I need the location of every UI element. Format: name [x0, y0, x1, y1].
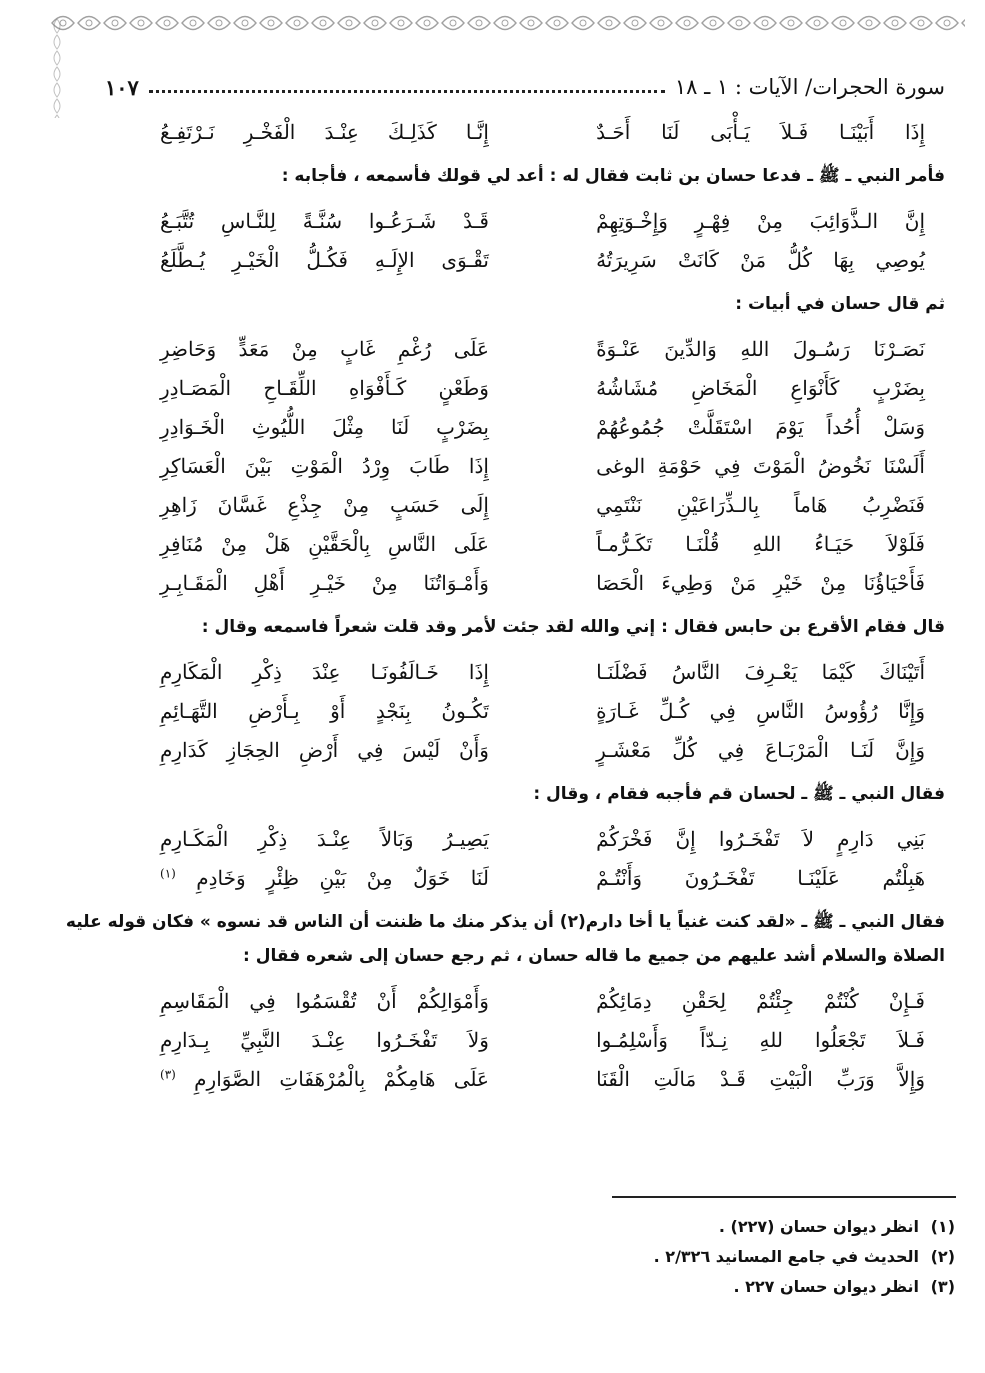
- verse-first-hemistich: بِضَرْبٍ كَأَنْوَاعِ الْمَخَاضِ مُشَاشُهُ: [596, 375, 925, 400]
- verse-second-hemistich: إِذَا طَابَ وِرْدُ الْمَوْتِ بَيْنَ الْعَسَاكِرِ: [160, 453, 489, 478]
- verse-second-hemistich: [160, 1067, 489, 1091]
- footnote-number: (٣): [930, 1277, 955, 1296]
- verse-second-hemistich: [160, 866, 489, 890]
- verse-first-hemistich: وَإِلاَّ وَرَبِّ الْبَيْتِ قَـدْ مَالَتِ الْقَنَا: [596, 1066, 925, 1091]
- verse: [105, 730, 945, 769]
- verse-first-hemistich: بَنِي دَارِمٍ لاَ تَفْخَـرُوا إِنَّ فَخْرَكُمْ: [596, 826, 925, 851]
- footnote-item: [500, 1242, 955, 1272]
- verse-first-hemistich: فَنَضْرِبُ هَاماً بِالـذِّرَاعَيْنِ نَنْتَمِي: [596, 492, 925, 517]
- verse-second-hemistich: تَقْـوَى الإِلَـهِ فَكُـلُّ الْخَيْـرِ يُـطَّلَعُ: [160, 247, 489, 272]
- verse: [105, 1020, 945, 1059]
- verse-first-hemistich: أَلَسْنَا نَخُوضُ الْمَوْتَ فِي حَوْمَةِ الوغى: [596, 453, 925, 478]
- verse-first-hemistich: فَأَحْيَاؤُنَا مِنْ خَيْرِ مَنْ وَطِيءَ الْحَصَا: [596, 570, 925, 595]
- top-ornament-border: [50, 8, 965, 38]
- running-header: [105, 70, 945, 104]
- paragraph-1: فأمر النبي ـ ﷺ ـ فدعا حسان بن ثابت فقال له : أعد لي قولك فأسمعه ، فأجابه :: [281, 166, 945, 186]
- poem-1: [105, 112, 945, 151]
- verse-second-hemistich: وَأَنْ لَيْسَ فِي أَرْضِ الحِجَازِ كَدَارِمِ: [160, 737, 489, 762]
- verse: [105, 446, 945, 485]
- footnote-number: (١): [930, 1217, 955, 1236]
- side-ornament-border: [50, 18, 64, 118]
- verse-second-hemistich: وَلاَ تَفْخَـرُوا عِنْـدَ النَّبِيِّ بِـدَارِمِ: [160, 1027, 489, 1052]
- verse-second-hemistich: تَكُـونُ بِنَجْدٍ أَوْ بِـأَرْضِ التَّهَـائِمِ: [160, 698, 489, 723]
- verse-first-hemistich: يُوصِي بِهَا كُلُّ مَنْ كَانَتْ سَرِيرَتُهُ: [596, 247, 925, 272]
- verse-second-hemistich: وَطَعْنٍ كَـأَفْوَاهِ اللِّقَـاحِ الْمَصَـادِرِ: [160, 375, 489, 400]
- verse-second-hemistich: بِضَرْبٍ لَنَا مِثْلَ اللُّيُوثِ الْخَـوَادِرِ: [160, 414, 489, 439]
- page-number: ١٠٧: [105, 74, 139, 100]
- footnote-text: انظر ديوان حسان ٢٢٧ .: [733, 1277, 920, 1296]
- verse-text: لَنَا خَوَلٌ مِنْ بَيْنِ ظِئْرٍ وَخَادِمِ: [196, 865, 489, 890]
- verse: [105, 112, 945, 151]
- footnote-separator: [612, 1196, 956, 1198]
- paragraph-4: فقال النبي ـ ﷺ ـ لحسان قم فأجبه فقام ، وقال :: [533, 784, 945, 804]
- verse: [105, 524, 945, 563]
- poem-6: [105, 981, 945, 1098]
- footnote-text: الحديث في جامع المسانيد ٢/٣٢٦ .: [653, 1247, 920, 1266]
- verse-second-hemistich: عَلَى رُغْمِ غَابٍ مِنْ مَعَدٍّ وَحَاضِرِ: [160, 336, 489, 361]
- verse-second-hemistich: عَلَى النَّاسِ بِالْحَقَّيْنِ هَلْ مِنْ مُنَافِرِ: [160, 531, 489, 556]
- footnote-item: [500, 1272, 955, 1302]
- page-content: [65, 70, 945, 1106]
- paragraph-3: قال فقام الأقرع بن حابس فقال : إني والله لقد جئت لأمر وقد قلت شعراً فاسمعه وقال :: [201, 617, 945, 637]
- verse-second-hemistich: وَأَمْـوَاتُنَا مِنْ خَيْـرِ أَهْلِ الْمَقَـابِـرِ: [160, 570, 489, 595]
- verse-second-hemistich: يَصِيـرُ وَبَالاً عِنْـدَ ذِكْرِ الْمَكَـارِمِ: [160, 826, 489, 851]
- verse: [105, 485, 945, 524]
- verse: [105, 691, 945, 730]
- verse-second-hemistich: إِلَى حَسَبٍ مِنْ جِذْعِ غَسَّانَ زَاهِرِ: [160, 492, 489, 517]
- footnotes: [500, 1212, 955, 1302]
- verse: [105, 563, 945, 602]
- verse-first-hemistich: فَلَوْلاَ حَيَـاءُ اللهِ قُلْنَـا تَكَـرُّمـاً: [596, 531, 925, 556]
- paragraph-5: فقال النبي ـ ﷺ ـ «لقد كنت غنياً يا أخا دارم(٢) أن يذكر منك ما ظننت أن الناس قد نسوه » فكان قوله عليه الصلاة والسلام أشد عليهم من جميع ما قاله حسان ، ثم رجع حسان إلى شعره فقال :: [65, 912, 945, 966]
- verse-first-hemistich: فَـلاَ تَجْعَلُوا للهِ نِـدّاً وَأَسْلِمُـوا: [596, 1027, 925, 1052]
- poem-5: [105, 819, 945, 897]
- paragraph-2: ثم قال حسان في أبيات :: [735, 294, 945, 314]
- verse: [105, 858, 945, 897]
- verse-first-hemistich: وَسَلْ أُحُداً يَوْمَ اسْتَقَلَّتْ جُمُوعُهُمْ: [596, 414, 925, 439]
- verse-second-hemistich: إِنَّـا كَذَلِـكَ عِنْـدَ الْفَخْـرِ نَـرْتَفِـعُ: [160, 119, 489, 144]
- verse: [105, 819, 945, 858]
- verse-first-hemistich: هَبِلْتُم عَلَيْنَـا تَفْخَـرُونَ وَأَنْتُـمْ: [596, 865, 925, 890]
- verse: [105, 201, 945, 240]
- verse-second-hemistich: قَـدْ شَـرَعُـوا سُنَّـةً لِلنَّـاسِ تُتَّبَـعُ: [160, 208, 489, 233]
- verse-first-hemistich: نَصَـرْنَا رَسُـولَ اللهِ وَالدِّينَ عَنْـوَةً: [596, 336, 925, 361]
- verse-first-hemistich: وَإِنَّ لَنَـا الْمَرْبَـاعَ فِي كُلِّ مَعْشَـرٍ: [596, 737, 925, 762]
- verse-first-hemistich: إِذَا أَبَيْنَـا فَـلاَ يَـأْبَى لَنَا أَحَـدٌ: [596, 119, 925, 144]
- footnote-number: (٢): [930, 1247, 955, 1266]
- verse-first-hemistich: إِنَّ الـذَّوَائِبَ مِنْ فِهْـرٍ وَإِخْـوَتِهِمْ: [596, 208, 925, 233]
- surah-title: سورة الحجرات/ الآيات : ١ ـ ١٨: [674, 75, 945, 99]
- poem-3: [105, 329, 945, 602]
- footnote-item: [500, 1212, 955, 1242]
- verse-first-hemistich: وَإِنَّا رُؤُوسُ النَّاسِ فِي كُـلِّ غَـارَةٍ: [596, 698, 925, 723]
- verse-text: عَلَى هَامِكُمْ بِالْمُرْهَفَاتِ الصَّوَارِمِ: [194, 1066, 489, 1091]
- verse: [105, 652, 945, 691]
- verse-first-hemistich: فَـإِنْ كُنْتُمْ جِئْتُمْ لِحَقْنِ دِمَائِكُمْ: [596, 988, 925, 1013]
- verse: [105, 329, 945, 368]
- verse-second-hemistich: وَأَمْوَالِكُمْ أَنْ تُقْسَمُوا فِي الْمَقَاسِمِ: [160, 988, 489, 1013]
- leader-dots: [149, 78, 665, 93]
- verse-second-hemistich: إِذَا خَـالَفُونَـا عِنْدَ ذِكْرِ الْمَكَارِمِ: [160, 659, 489, 684]
- verse: [105, 407, 945, 446]
- verse: [105, 368, 945, 407]
- verse: [105, 240, 945, 279]
- poem-4: [105, 652, 945, 769]
- verse-first-hemistich: أَتَيْنَاكَ كَيْمَا يَعْـرِفَ النَّاسُ فَضْلَنَـا: [596, 659, 925, 684]
- poem-2: [105, 201, 945, 279]
- footnote-marker: (٣): [160, 1066, 176, 1081]
- footnote-marker: (١): [160, 865, 176, 880]
- footnote-text: انظر ديوان حسان (٢٢٧) .: [718, 1217, 920, 1236]
- body-text: [65, 112, 945, 1098]
- verse: [105, 1059, 945, 1098]
- verse: [105, 981, 945, 1020]
